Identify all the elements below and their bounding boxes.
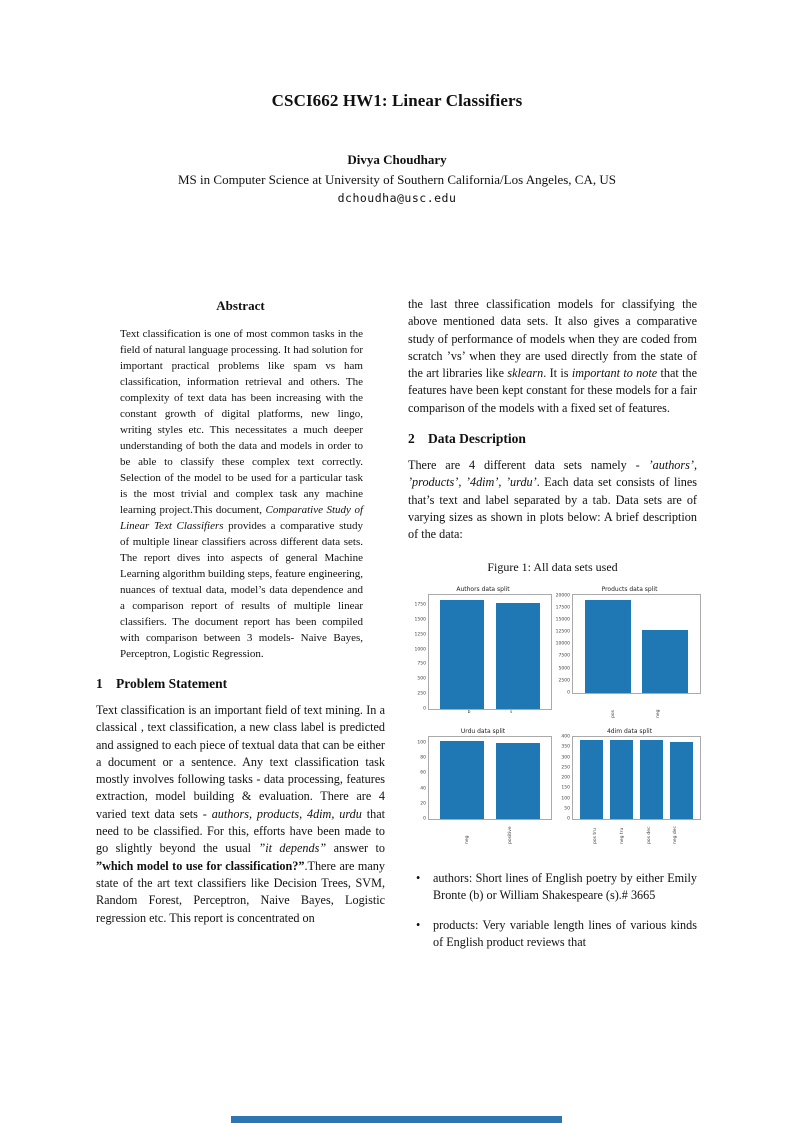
plot-area bbox=[428, 736, 552, 820]
y-tick-label: 400 bbox=[561, 734, 570, 740]
text-segment: There are 4 different data sets namely - bbox=[408, 458, 649, 473]
text-segment: Comparative Study of Linear Text Classifiers bbox=[120, 504, 363, 532]
y-tick-label: 12500 bbox=[555, 629, 570, 635]
chart-title: 4dim data split bbox=[606, 727, 653, 735]
y-tick-label: 0 bbox=[567, 690, 570, 696]
section-2-number: 2 bbox=[408, 431, 415, 447]
text-segment: answer to bbox=[326, 841, 386, 856]
bar-pos-tru bbox=[580, 740, 603, 818]
text-segment: provides a comparative study of multiple linear classifiers across different data sets. The report dives into aspects of general Machine Learning algorithm building steps, feature engineering, nuances of textual data, model’s data dependence and a comparison report of results of multiple linear classifiers. The document report has been compiled with comparison between 3 models- Naive Bayes, Perceptron, Logistic Regression. bbox=[120, 520, 363, 660]
bar-positive bbox=[496, 743, 540, 818]
y-tick-label: 0 bbox=[567, 816, 570, 822]
y-tick-label: 150 bbox=[561, 785, 570, 791]
bar-s bbox=[496, 603, 540, 709]
chart-urdu-data-split bbox=[414, 727, 552, 844]
x-tick-label: positive bbox=[508, 825, 514, 844]
y-tick-label: 60 bbox=[420, 770, 426, 776]
y-tick-label: 500 bbox=[417, 676, 426, 682]
section-1-paragraph bbox=[96, 702, 385, 927]
x-tick-label: b bbox=[467, 709, 471, 715]
y-tick-label: 80 bbox=[420, 755, 426, 761]
bar-neg bbox=[642, 630, 688, 693]
figure-1-charts bbox=[414, 585, 697, 844]
section-2-heading bbox=[408, 431, 697, 447]
list-item-text bbox=[433, 870, 697, 905]
text-segment: important to note bbox=[571, 366, 658, 381]
y-tick-label: 750 bbox=[417, 661, 426, 667]
text-segment: authors, products, 4dim, urdu bbox=[211, 806, 362, 821]
chart-authors-data-split bbox=[414, 585, 552, 718]
chart-4dim-data-split bbox=[558, 727, 701, 844]
y-tick-label: 350 bbox=[561, 744, 570, 750]
list-item-text bbox=[433, 917, 697, 952]
y-tick-label: 200 bbox=[561, 775, 570, 781]
text-segment: . It is bbox=[543, 366, 572, 381]
abstract-text bbox=[120, 326, 363, 662]
y-tick-label: 1750 bbox=[414, 602, 426, 608]
x-tick-label: pos dec bbox=[646, 826, 652, 844]
section-1-title: Problem Statement bbox=[116, 676, 228, 691]
y-tick-label: 250 bbox=[417, 691, 426, 697]
text-segment: Text classification is an important field of text mining. In a classical , text classification, a new class label is predicted and assigned to each piece of textual data that can be either a document or a sentence. Any text classification task mostly involves following tasks - data processing, features extraction, model building & evaluation. There are 4 varied text data sets - bbox=[96, 703, 385, 821]
y-tick-label: 300 bbox=[561, 754, 570, 760]
section-1-heading bbox=[96, 676, 385, 692]
bar-neg bbox=[440, 741, 484, 819]
bottom-blue-bar bbox=[231, 1116, 562, 1123]
bar-neg-tru bbox=[610, 740, 633, 818]
author-name: Divya Choudhary bbox=[347, 152, 447, 167]
text-segment: products: Very variable length lines of various kinds of English product reviews that bbox=[433, 918, 697, 950]
list-item-products bbox=[416, 917, 697, 952]
plot-area bbox=[572, 736, 701, 820]
y-tick-label: 0 bbox=[423, 706, 426, 712]
y-tick-label: 2500 bbox=[558, 678, 570, 684]
paper-title: CSCI662 HW1: Linear Classifiers bbox=[271, 91, 523, 110]
x-axis-labels bbox=[428, 820, 552, 844]
y-tick-label: 250 bbox=[561, 765, 570, 771]
y-tick-label: 1250 bbox=[414, 631, 426, 637]
y-axis bbox=[555, 592, 572, 696]
y-tick-label: 1000 bbox=[414, 646, 426, 652]
chart-title: Authors data split bbox=[456, 585, 510, 593]
bar-pos-dec bbox=[640, 740, 663, 818]
x-tick-label: neg bbox=[655, 709, 661, 718]
y-tick-label: 1500 bbox=[414, 617, 426, 623]
chart-title: Products data split bbox=[601, 585, 658, 593]
x-axis-labels bbox=[428, 710, 552, 718]
left-column bbox=[96, 296, 385, 927]
y-tick-label: 20 bbox=[420, 801, 426, 807]
text-segment: ”which model to use for classification?” bbox=[96, 858, 305, 873]
y-tick-label: 40 bbox=[420, 785, 426, 791]
chart-title: Urdu data split bbox=[460, 727, 506, 735]
bullet-icon: • bbox=[416, 918, 421, 933]
x-tick-label: neg tru bbox=[619, 827, 625, 844]
bar-neg-dec bbox=[670, 742, 693, 819]
x-tick-label: neg bbox=[465, 835, 471, 844]
plot-area bbox=[428, 594, 552, 710]
text-segment: ”it depends” bbox=[258, 841, 327, 856]
y-tick-label: 15000 bbox=[555, 617, 570, 623]
y-tick-label: 50 bbox=[564, 806, 570, 812]
list-item-authors bbox=[416, 870, 697, 905]
dataset-bullet-list bbox=[408, 870, 697, 952]
bullet-icon: • bbox=[416, 870, 421, 885]
x-axis-labels bbox=[572, 820, 701, 844]
y-axis bbox=[414, 736, 428, 820]
text-segment: the last three classification models for classifying the above mentioned data sets. It also gives a comparative study of performance of models when they are coded from scratch ’vs’ when they are used directly from the state of the art libraries like bbox=[408, 297, 697, 381]
x-tick-label: s bbox=[510, 709, 513, 715]
text-segment: . Each data set consists of lines that’s text and label separated by a tab. Data sets are of varying sizes as shown in plots below: A brief description of the data: bbox=[408, 475, 697, 542]
section-2-paragraph bbox=[408, 457, 697, 543]
text-segment: authors: Short lines of English poetry by either Emily Bronte (b) or William Shakespeare (s).# 3665 bbox=[433, 870, 697, 902]
y-tick-label: 0 bbox=[423, 816, 426, 822]
section-2-title: Data Description bbox=[428, 431, 526, 447]
text-segment: Text classification is one of most common tasks in the field of natural language processing. It had solution for important practical problems like spam vs ham classification, information retrieval and others. The complexity of text data has been increasing with the constant growth of digital platforms, new lingo, writing styles etc. This necessitates a much deeper understanding of both the data and models in order to be able to classify these complex text correctly. Selection of the model to be used for a particular task is the most trivial and complex task any machine learning project.This document, bbox=[120, 328, 363, 516]
text-segment: that need to be classified. For this, efforts have been made to go slightly beyond the usual bbox=[96, 806, 385, 856]
x-tick-label: neg dec bbox=[673, 825, 679, 844]
bar-pos bbox=[585, 600, 631, 693]
author-affiliation: MS in Computer Science at University of Southern California/Los Angeles, CA, US bbox=[178, 172, 616, 187]
y-axis bbox=[414, 594, 428, 710]
right-column bbox=[408, 296, 697, 965]
text-segment: that the features have been kept constant for these models for a fair comparison of the models with a fixed set of features. bbox=[408, 366, 697, 415]
plot-area bbox=[572, 594, 701, 694]
y-tick-label: 7500 bbox=[558, 653, 570, 659]
y-tick-label: 17500 bbox=[555, 604, 570, 610]
x-tick-label: pos bbox=[611, 709, 616, 718]
y-tick-label: 20000 bbox=[555, 592, 570, 598]
chart-products-data-split bbox=[555, 585, 701, 718]
text-segment: .There are many state of the art text classifiers like Decision Trees, SVM, Random Forest, Perceptron, Naive Bayes, Logistic regression etc. This report is concentrated on bbox=[96, 858, 385, 925]
bar-b bbox=[440, 600, 484, 708]
figure-1-caption: Figure 1: All data sets used bbox=[487, 559, 618, 574]
y-tick-label: 10000 bbox=[555, 641, 570, 647]
text-segment: sklearn bbox=[507, 366, 544, 381]
y-tick-label: 100 bbox=[417, 739, 426, 745]
x-tick-label: pos tru bbox=[593, 827, 599, 844]
y-tick-label: 5000 bbox=[558, 665, 570, 671]
author-email: dchoudha@usc.edu bbox=[337, 191, 457, 205]
continuation-paragraph bbox=[408, 296, 697, 417]
text-segment: ’authors’, ’products’, ’4dim’, ’urdu’ bbox=[408, 458, 697, 490]
abstract-heading: Abstract bbox=[216, 298, 265, 313]
y-axis bbox=[558, 736, 572, 820]
y-tick-label: 100 bbox=[561, 795, 570, 801]
x-axis-labels bbox=[572, 694, 701, 718]
author-block bbox=[0, 152, 794, 205]
section-1-number: 1 bbox=[96, 676, 103, 691]
